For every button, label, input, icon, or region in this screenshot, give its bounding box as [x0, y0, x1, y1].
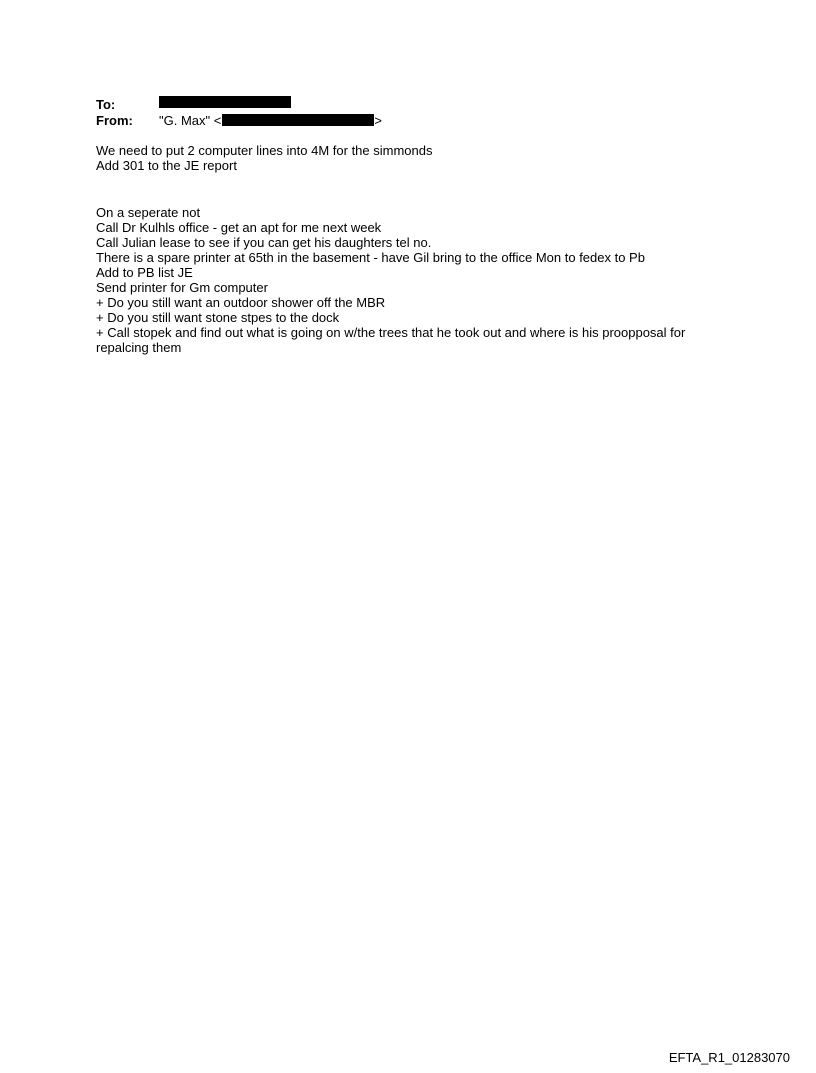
- message-line: + Call stopek and find out what is going on w/the trees that he took out and where is his proopposal for repalcing them: [96, 325, 686, 355]
- redacted-recipient: [159, 96, 291, 108]
- from-name: "G. Max" <: [159, 112, 222, 128]
- redacted-sender-address: [222, 114, 374, 126]
- message-line: Add to PB list JE: [96, 265, 193, 280]
- message-line: We need to put 2 computer lines into 4M for the simmonds: [96, 143, 433, 158]
- message-line: + Do you still want an outdoor shower off the MBR: [96, 295, 386, 310]
- email-header: [96, 96, 382, 128]
- message-paragraph-2: [96, 205, 736, 355]
- message-line: + Do you still want stone stpes to the dock: [96, 310, 340, 325]
- message-paragraph-1: [96, 143, 736, 173]
- document-id: EFTA_R1_01283070: [668, 1050, 790, 1065]
- message-line: There is a spare printer at 65th in the basement - have Gil bring to the office Mon to fedex to Pb: [96, 250, 645, 265]
- message-line: Call Julian lease to see if you can get his daughters tel no.: [96, 235, 432, 250]
- message-line: On a seperate not: [96, 205, 201, 220]
- message-line: Call Dr Kulhls office - get an apt for me next week: [96, 220, 382, 235]
- message-line: Add 301 to the JE report: [96, 158, 237, 173]
- to-row: [96, 96, 382, 112]
- to-label: To:: [96, 96, 116, 112]
- from-row: [96, 112, 382, 128]
- from-label: From:: [96, 112, 133, 128]
- message-line: Send printer for Gm computer: [96, 280, 268, 295]
- from-close-bracket: >: [374, 112, 382, 128]
